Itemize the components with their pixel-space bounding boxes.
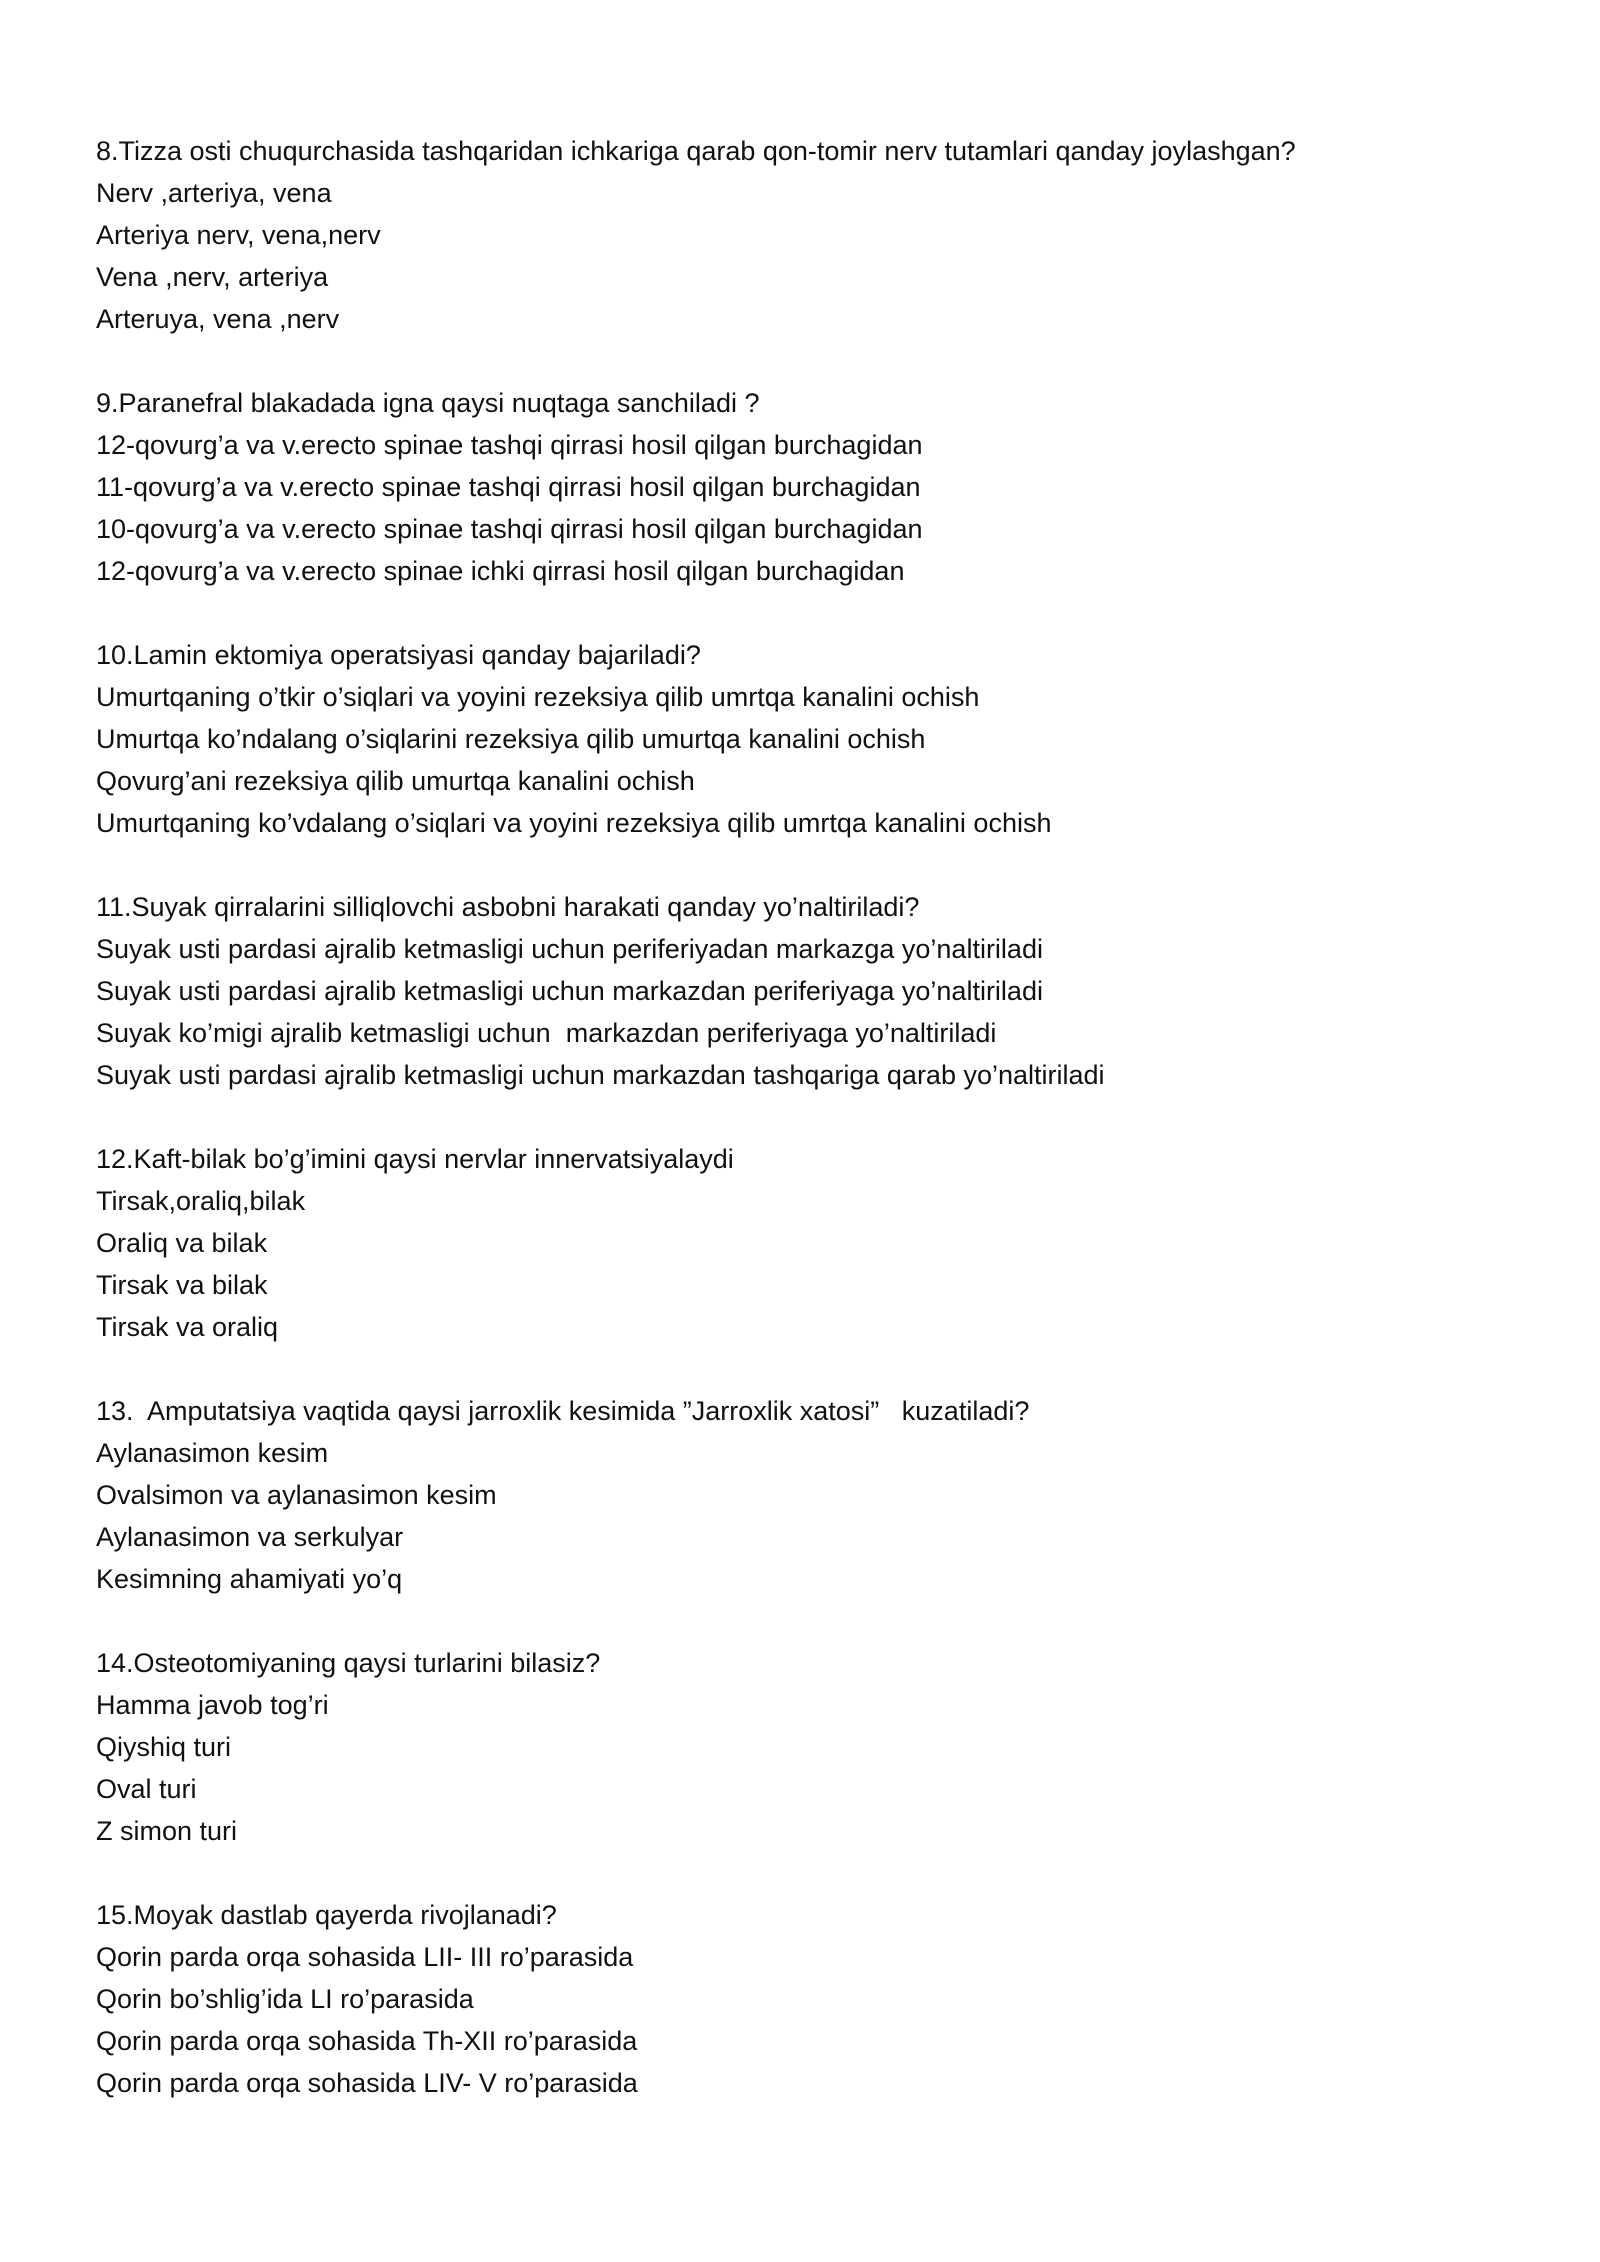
answer-option: Kesimning ahamiyati yo’q <box>96 1564 403 1594</box>
answer-option: Qorin parda orqa sohasida LIV- V ro’parasida <box>96 2068 638 2098</box>
answer-option: Suyak usti pardasi ajralib ketmasligi uchun markazdan periferiyaga yo’naltiriladi <box>96 976 1043 1006</box>
answer-option: Qorin parda orqa sohasida LII- III ro’parasida <box>96 1942 634 1972</box>
answer-option: Umurtqaning o’tkir o’siqlari va yoyini rezeksiya qilib umrtqa kanalini ochish <box>96 682 980 712</box>
answer-option: Aylanasimon va serkulyar <box>96 1522 404 1552</box>
answer-option: Ovalsimon va aylanasimon kesim <box>96 1480 497 1510</box>
answer-option: Umurtqaning ko’vdalang o’siqlari va yoyini rezeksiya qilib umrtqa kanalini ochish <box>96 808 1052 838</box>
answer-option: Tirsak va oraliq <box>96 1312 279 1342</box>
answer-option: Hamma javob tog’ri <box>96 1690 329 1720</box>
answer-option: Qovurg’ani rezeksiya qilib umurtqa kanalini ochish <box>96 766 695 796</box>
answer-option: Arteriya nerv, vena,nerv <box>96 220 381 250</box>
question-text: 14.Osteotomiyaning qaysi turlarini bilasiz? <box>96 1648 601 1678</box>
question-text: 15.Moyak dastlab qayerda rivojlanadi? <box>96 1900 557 1930</box>
answer-option: Suyak ko’migi ajralib ketmasligi uchun markazdan periferiyaga yo’naltiriladi <box>96 1018 997 1048</box>
question-block <box>96 634 1536 844</box>
answer-option: Vena ,nerv, arteriya <box>96 262 329 292</box>
answer-option: Z simon turi <box>96 1816 238 1846</box>
answer-option: Nerv ,arteriya, vena <box>96 178 332 208</box>
answer-option: Tirsak,oraliq,bilak <box>96 1186 306 1216</box>
answer-option: 10-qovurg’a va v.erecto spinae tashqi qirrasi hosil qilgan burchagidan <box>96 514 923 544</box>
question-block <box>96 1138 1536 1348</box>
answer-option: Umurtqa ko’ndalang o’siqlarini rezeksiya qilib umurtqa kanalini ochish <box>96 724 926 754</box>
question-block <box>96 382 1536 592</box>
answer-option: Qorin parda orqa sohasida Th-XII ro’parasida <box>96 2026 638 2056</box>
question-block <box>96 886 1536 1096</box>
answer-option: Tirsak va bilak <box>96 1270 268 1300</box>
answer-option: 11-qovurg’a va v.erecto spinae tashqi qirrasi hosil qilgan burchagidan <box>96 472 921 502</box>
question-list <box>96 130 1536 2146</box>
answer-option: Oraliq va bilak <box>96 1228 268 1258</box>
answer-option: Qorin bo’shlig’ida LI ro’parasida <box>96 1984 474 2014</box>
answer-option: Aylanasimon kesim <box>96 1438 329 1468</box>
answer-option: 12-qovurg’a va v.erecto spinae tashqi qirrasi hosil qilgan burchagidan <box>96 430 923 460</box>
question-text: 12.Kaft-bilak bo’g’imini qaysi nervlar innervatsiyalaydi <box>96 1144 734 1174</box>
question-block <box>96 1390 1536 1600</box>
answer-option: Qiyshiq turi <box>96 1732 232 1762</box>
answer-option: Suyak usti pardasi ajralib ketmasligi uchun periferiyadan markazga yo’naltiriladi <box>96 934 1043 964</box>
answer-option: Arteruya, vena ,nerv <box>96 304 340 334</box>
question-block <box>96 130 1536 340</box>
question-block <box>96 1894 1536 2104</box>
question-text: 11.Suyak qirralarini silliqlovchi asbobni harakati qanday yo’naltiriladi? <box>96 892 920 922</box>
question-block <box>96 1642 1536 1852</box>
answer-option: Oval turi <box>96 1774 197 1804</box>
question-text: 9.Paranefral blakadada igna qaysi nuqtaga sanchiladi ? <box>96 388 760 418</box>
question-text: 8.Tizza osti chuqurchasida tashqaridan ichkariga qarab qon-tomir nerv tutamlari qanday joylashgan? <box>96 136 1296 166</box>
question-text: 10.Lamin ektomiya operatsiyasi qanday bajariladi? <box>96 640 701 670</box>
question-text: 13. Amputatsiya vaqtida qaysi jarroxlik kesimida ”Jarroxlik xatosi” kuzatiladi? <box>96 1396 1030 1426</box>
answer-option: 12-qovurg’a va v.erecto spinae ichki qirrasi hosil qilgan burchagidan <box>96 556 905 586</box>
answer-option: Suyak usti pardasi ajralib ketmasligi uchun markazdan tashqariga qarab yo’naltiriladi <box>96 1060 1105 1090</box>
